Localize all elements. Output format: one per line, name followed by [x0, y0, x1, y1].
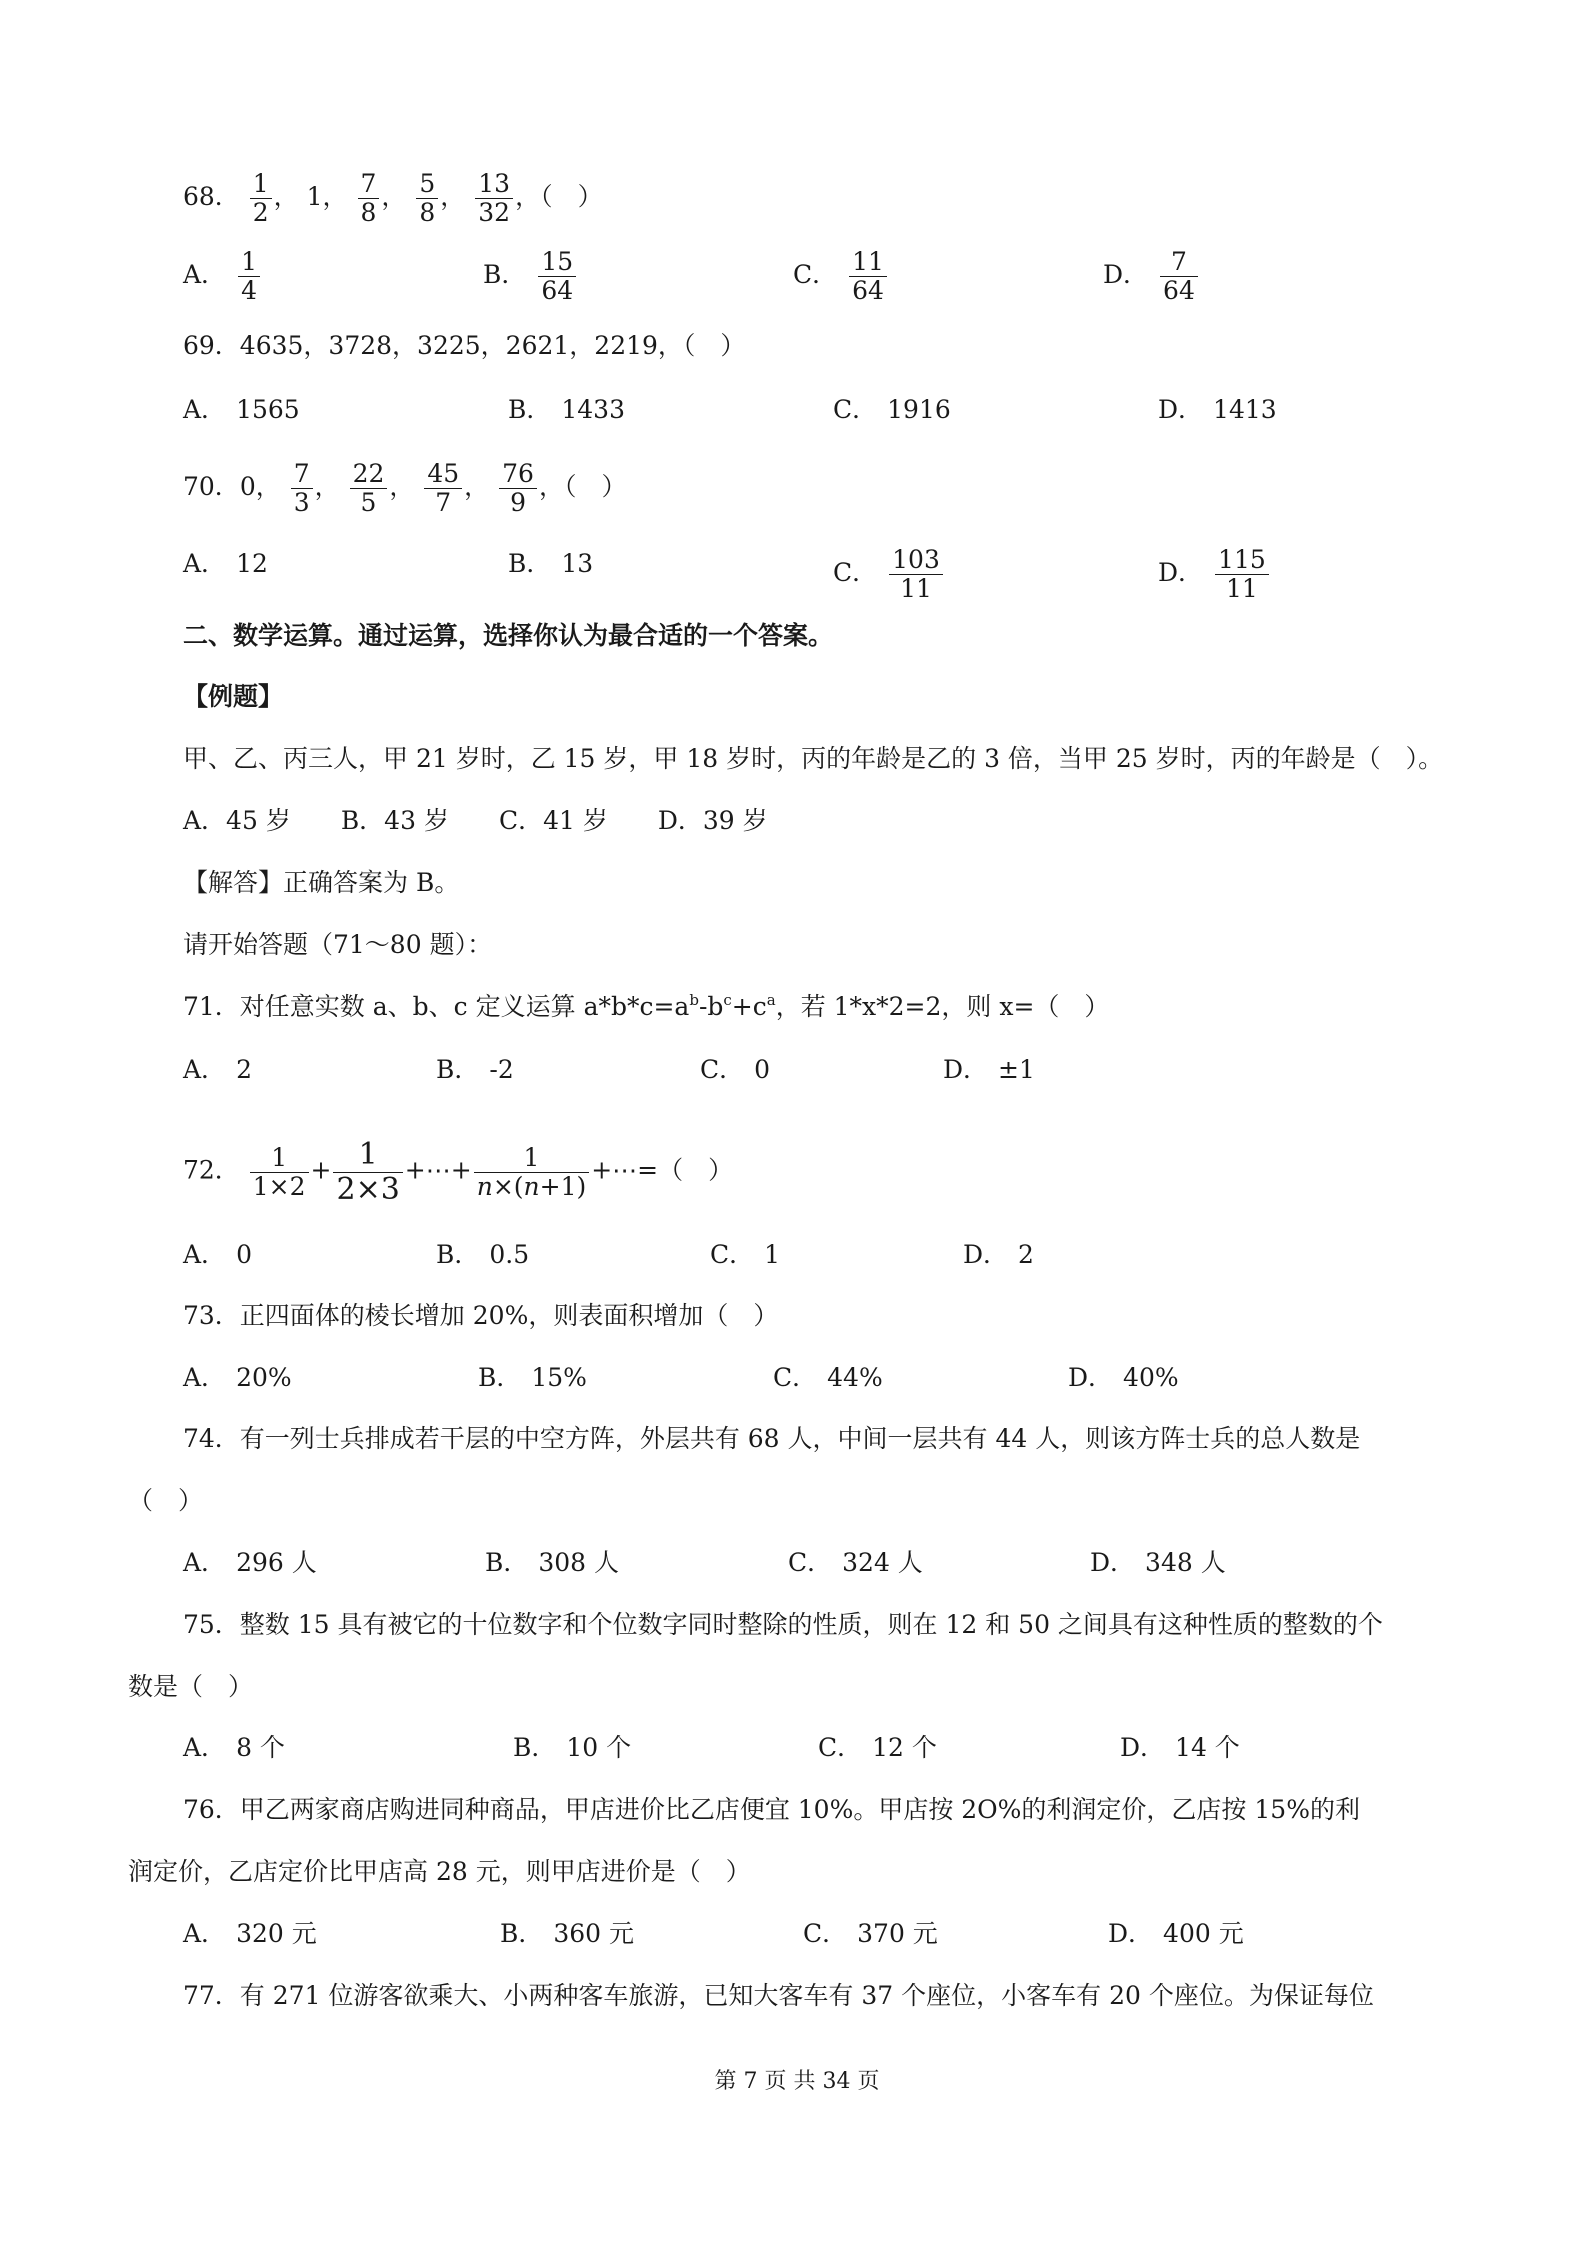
q68-stem: 68． $\frac{1}{2}$ ， 1， $\frac{7}{8}$ ， $\frac{5}{8}$ ， $\frac{13}{32}$ ，（ ）	[183, 169, 603, 227]
q69-option-d: D． 1413	[1158, 395, 1277, 424]
fraction: $\frac{76}{9}$	[499, 460, 537, 517]
q68-option-d: D． $\frac{7}{64}$	[1103, 248, 1200, 305]
fraction: $\frac{1}{2\times 3}$	[333, 1138, 402, 1206]
q76-option-d: D． 400 元	[1108, 1919, 1244, 1948]
fraction: $\frac{5}{8}$	[416, 170, 438, 227]
fraction: $\frac{13}{32}$	[475, 170, 513, 227]
q72-option-d: D． 2	[963, 1240, 1034, 1269]
q70-stem: 70．0， $\frac{7}{3}$ ， $\frac{22}{5}$ ， $\frac{45}{7}$ ， $\frac{76}{9}$ ，（ ）	[183, 459, 627, 517]
q76-option-a: A． 320 元	[183, 1919, 317, 1948]
q73-option-c: C． 44%	[773, 1363, 883, 1392]
q72-option-b: B． 0.5	[436, 1240, 530, 1269]
fraction: $\frac{1}{1\times 2}$	[250, 1144, 309, 1201]
q74-option-c: C． 324 人	[788, 1548, 923, 1577]
q71-option-b: B． -2	[436, 1055, 514, 1084]
q74-option-a: A． 296 人	[183, 1548, 317, 1577]
fraction: $\frac{1}{n\times(n+1)}$	[474, 1144, 590, 1201]
q69-option-a: A． 1565	[183, 395, 300, 424]
q71-stem: 71．对任意实数 a、b、c 定义运算 $a*b*c=a^b-b^c+c^a$，若 1*x*2=2，则 x=（ ）	[183, 991, 1110, 1021]
q74-option-b: B． 308 人	[485, 1548, 620, 1577]
q73-stem: 73．正四面体的棱长增加 20%，则表面积增加（ ）	[183, 1301, 779, 1330]
q76-stem-line1: 76．甲乙两家商店购进同种商品，甲店进价比乙店便宜 10%。甲店按 2O%的利润定价，乙店按 15%的利	[183, 1795, 1360, 1824]
start-prompt: 请开始答题（71～80 题）：	[183, 930, 493, 959]
q76-option-b: B． 360 元	[500, 1919, 635, 1948]
q72-option-a: A． 0	[183, 1240, 252, 1269]
page-footer: 第 7 页 共 34 页	[714, 2069, 880, 2094]
q74-stem-line2: （ ）	[128, 1486, 204, 1515]
q71-option-d: D． ±1	[943, 1055, 1035, 1084]
example-text: 甲、乙、丙三人，甲 21 岁时，乙 15 岁，甲 18 岁时，丙的年龄是乙的 3 倍，当甲 25 岁时，丙的年龄是（ ）。	[183, 744, 1444, 773]
q70-option-c: C． $\frac{103}{11}$	[833, 546, 945, 603]
q76-option-c: C． 370 元	[803, 1919, 938, 1948]
q74-option-d: D． 348 人	[1090, 1548, 1226, 1577]
q75-option-d: D． 14 个	[1120, 1733, 1240, 1762]
q75-stem-line2: 数是（ ）	[128, 1672, 254, 1701]
fraction: $\frac{7}{8}$	[358, 170, 380, 227]
q68-option-b: B． $\frac{15}{64}$	[483, 248, 578, 305]
q75-stem-line1: 75．整数 15 具有被它的十位数字和个位数字同时整除的性质，则在 12 和 50 之间具有这种性质的整数的个	[183, 1610, 1383, 1639]
q72-stem: 72． $\frac{1}{1\times 2}$ + $\frac{1}{2\times 3}$ +⋯+ $\frac{1}{n\times(n+1)}$ +⋯=（ ）	[183, 1137, 734, 1207]
fraction: $\frac{1}{2}$	[250, 170, 272, 227]
q71-option-a: A． 2	[183, 1055, 252, 1084]
q77-stem-line1: 77．有 271 位游客欲乘大、小两种客车旅游，已知大客车有 37 个座位，小客车有 20 个座位。为保证每位	[183, 1981, 1374, 2010]
fraction: $\frac{22}{5}$	[350, 460, 388, 517]
q74-stem-line1: 74．有一列士兵排成若干层的中空方阵，外层共有 68 人，中间一层共有 44 人，则该方阵士兵的总人数是	[183, 1424, 1361, 1453]
example-label: 【例题】	[183, 682, 284, 711]
q69-option-b: B． 1433	[508, 395, 625, 424]
q73-option-d: D． 40%	[1068, 1363, 1179, 1392]
q75-option-c: C． 12 个	[818, 1733, 937, 1762]
q69-stem: 69．4635，3728，3225，2621，2219，（ ）	[183, 331, 746, 360]
q70-option-a: A． 12	[183, 549, 268, 578]
section-heading: 二、数学运算。通过运算，选择你认为最合适的一个答案。	[183, 621, 834, 650]
q68-option-c: C． $\frac{11}{64}$	[793, 248, 889, 305]
example-options: A．45 岁 B．43 岁 C．41 岁 D．39 岁	[183, 806, 768, 835]
q68-option-a: A． $\frac{1}{4}$	[183, 248, 262, 305]
fraction: $\frac{45}{7}$	[424, 460, 462, 517]
example-answer: 【解答】正确答案为 B。	[183, 868, 460, 897]
q73-option-b: B． 15%	[478, 1363, 587, 1392]
q72-option-c: C． 1	[710, 1240, 781, 1269]
q73-option-a: A． 20%	[183, 1363, 292, 1392]
q75-option-b: B． 10 个	[513, 1733, 632, 1762]
q70-option-d: D． $\frac{115}{11}$	[1158, 546, 1271, 603]
q75-option-a: A． 8 个	[183, 1733, 285, 1762]
fraction: $\frac{7}{3}$	[291, 460, 313, 517]
q71-option-c: C． 0	[700, 1055, 771, 1084]
q69-option-c: C． 1916	[833, 395, 951, 424]
q76-stem-line2: 润定价，乙店定价比甲店高 28 元，则甲店进价是（ ）	[128, 1857, 751, 1886]
q70-option-b: B． 13	[508, 549, 594, 578]
